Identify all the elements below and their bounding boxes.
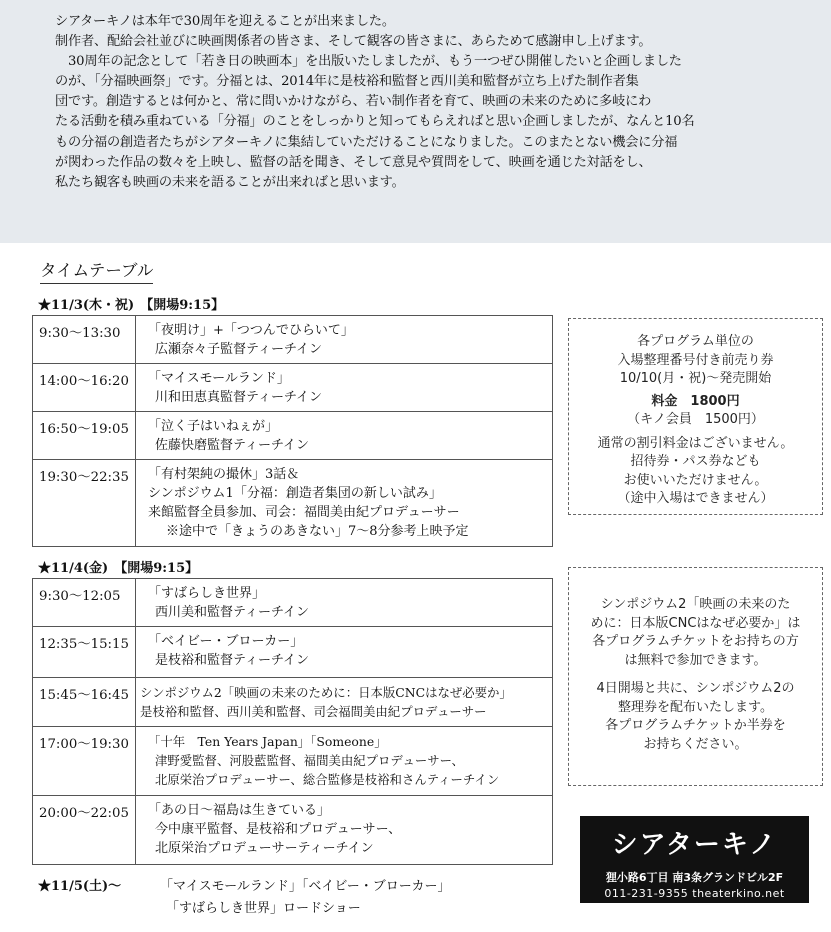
- roadshow-info: [38, 876, 451, 920]
- member-price: （キノ会員 1500円）: [627, 412, 764, 427]
- table-row: [33, 460, 552, 546]
- program-title: 「すばらしき世界」: [148, 586, 266, 601]
- ticket-price: 料金 1800円: [651, 393, 740, 409]
- table-row: [33, 678, 552, 727]
- symposium-line: 整理券を配布いたします。: [618, 699, 773, 715]
- program-title: シンポジウム2「映画の未来のために：日本版CNCはなぜ必要か」: [140, 685, 512, 700]
- program-cell: [136, 316, 552, 363]
- program-title: 「有村架純の撮休」3話＆: [148, 467, 300, 482]
- time-cell: 9:30〜13:30: [33, 316, 136, 363]
- ticket-line: 各プログラム単位の: [637, 334, 754, 349]
- intro-line: 団です。創造するとは何かと、常に問いかけながら、若い制作者を育て、映画の未来のために多岐にわ: [55, 94, 652, 110]
- symposium-line: 各プログラムチケットをお持ちの方: [592, 634, 799, 649]
- program-detail: 川和田恵真監督ティーチイン: [155, 390, 323, 405]
- table-row: [33, 412, 552, 460]
- program-detail: 北原栄治プロデューサーティーチイン: [155, 841, 374, 856]
- program-cell: [136, 412, 552, 459]
- program-title: 「あの日〜福島は生きている」: [148, 803, 331, 818]
- time-cell: 9:30〜12:05: [33, 579, 136, 626]
- intro-line: たる活動を積み重ねている「分福」のことをしっかりと知ってもらえればと思い企画しましたが、なんと10名: [55, 114, 695, 130]
- day1-date: ★11/3(木・祝): [38, 298, 135, 313]
- program-title: 「十年 Ten Years Japan」「Someone」: [148, 734, 387, 749]
- roadshow-titles: 「マイスモールランド」「ベイビー・ブローカー」: [160, 879, 451, 894]
- symposium-line: 各プログラムチケットか半券を: [605, 718, 786, 733]
- table-row: [33, 579, 552, 627]
- intro-line: 30周年の記念として「若き日の映画本」を出版いたしましたが、もう一つぜひ開催したいと企画しました: [55, 54, 682, 70]
- time-cell: 12:35〜15:15: [33, 627, 136, 677]
- program-detail: 今中康平監督、是枝裕和プロデューサー、: [155, 822, 402, 837]
- program-note: ※途中で「きょうのあきない」7〜8分参考上映予定: [166, 524, 469, 539]
- intro-line: シアターキノは本年で30周年を迎えることが出来ました。: [55, 14, 395, 29]
- program-title: 「泣く子はいねぇが」: [148, 419, 279, 434]
- intro-line: が関わった作品の数々を上映し、監督の話を聞き、そして意見や質問をして、映画を通じた対話をし、: [55, 154, 652, 170]
- time-cell: 14:00〜16:20: [33, 364, 136, 411]
- program-cell: [136, 678, 552, 726]
- ticket-info-box: [568, 318, 823, 515]
- roadshow-titles-2: 「すばらしき世界」ロードショー: [166, 901, 361, 916]
- program-detail: 西川美和監督ティーチイン: [155, 605, 310, 620]
- theater-name: シアターキノ: [611, 830, 778, 860]
- program-detail: 津野愛監督、河股藍監督、福間美由紀プロデューサー、: [155, 753, 464, 768]
- symposium-line: めに：日本版CNCはなぜ必要か」は: [590, 615, 801, 631]
- day2-date: ★11/4(金): [38, 561, 109, 576]
- symposium-line: シンポジウム2「映画の未来のた: [600, 597, 791, 612]
- theater-address: 狸小路6丁目 南3条グランドビル2F: [605, 871, 784, 884]
- day2-open-time: 【開場9:15】: [114, 561, 199, 576]
- intro-line: のが、「分福映画祭」です。分福とは、2014年に是枝裕和監督と西川美和監督が立ち上げた制作者集: [55, 74, 639, 90]
- intro-section: [0, 0, 831, 243]
- program-detail: シンポジウム1「分福：創造者集団の新しい試み」: [148, 486, 442, 501]
- program-detail: 北原栄治プロデューサー、総合監修是枝裕和さんティーチイン: [155, 772, 500, 787]
- ticket-note: 通常の割引料金はございません。: [597, 435, 794, 451]
- program-detail: 来館監督全員参加、司会：福間美由紀プロデューサー: [148, 505, 460, 520]
- day2-schedule-table: [32, 578, 553, 865]
- program-cell: [136, 627, 552, 677]
- day1-heading: [38, 294, 224, 313]
- roadshow-date: ★11/5(土)〜: [38, 879, 122, 894]
- symposium-line: は無料で参加できます。: [624, 652, 767, 668]
- theater-logo: [580, 816, 809, 903]
- time-cell: 19:30〜22:35: [33, 460, 136, 546]
- program-cell: [136, 460, 552, 546]
- intro-line: 私たち観客も映画の未来を語ることが出来ればと思います。: [55, 174, 405, 190]
- day1-open-time: 【開場9:15】: [140, 298, 225, 313]
- table-row: [33, 316, 552, 364]
- day2-heading: [38, 557, 198, 576]
- program-detail: 広瀬奈々子監督ティーチイン: [155, 342, 323, 357]
- time-cell: 17:00〜19:30: [33, 727, 136, 795]
- table-row: [33, 364, 552, 412]
- day1-schedule-table: [32, 315, 553, 547]
- intro-line: もの分福の創造者たちがシアターキノに集結していただけることになりました。このまたとない機会に分福: [55, 134, 678, 150]
- ticket-note: （途中入場はできません）: [617, 491, 774, 506]
- timetable-title: タイムテーブル: [40, 257, 153, 284]
- symposium-line: 4日開場と共に、シンポジウム2の: [596, 681, 795, 696]
- intro-text: [55, 12, 815, 193]
- symposium-line: お持ちください。: [643, 736, 748, 752]
- ticket-note: 招待券・パス券なども: [630, 454, 761, 469]
- ticket-note: お使いいただけません。: [623, 472, 768, 488]
- program-cell: [136, 579, 552, 626]
- program-title: 「夜明け」+「つつんでひらいて」: [148, 323, 354, 338]
- time-cell: 15:45〜16:45: [33, 678, 136, 726]
- table-row: [33, 727, 552, 796]
- program-detail: 是枝裕和監督、西川美和監督、司会福間美由紀プロデューサー: [140, 704, 487, 719]
- ticket-line: 入場整理番号付き前売り券: [617, 352, 774, 368]
- program-detail: 佐藤快磨監督ティーチイン: [155, 438, 310, 453]
- time-cell: 20:00〜22:05: [33, 796, 136, 864]
- intro-line: 制作者、配給会社並びに映画関係者の皆さま、そして観客の皆さまに、あらためて感謝申し上げます。: [55, 34, 652, 50]
- theater-contact: 011-231-9355 theaterkino.net: [604, 887, 785, 900]
- program-cell: [136, 364, 552, 411]
- ticket-line: 10/10(月・祝)〜発売開始: [619, 371, 772, 386]
- program-cell: [136, 727, 552, 795]
- symposium-info-box: [568, 567, 823, 786]
- table-row: [33, 796, 552, 864]
- program-detail: 是枝裕和監督ティーチイン: [155, 653, 310, 668]
- program-title: 「マイスモールランド」: [148, 371, 290, 386]
- time-cell: 16:50〜19:05: [33, 412, 136, 459]
- program-title: 「ベイビー・ブローカー」: [148, 634, 304, 649]
- table-row: [33, 627, 552, 678]
- program-cell: [136, 796, 552, 864]
